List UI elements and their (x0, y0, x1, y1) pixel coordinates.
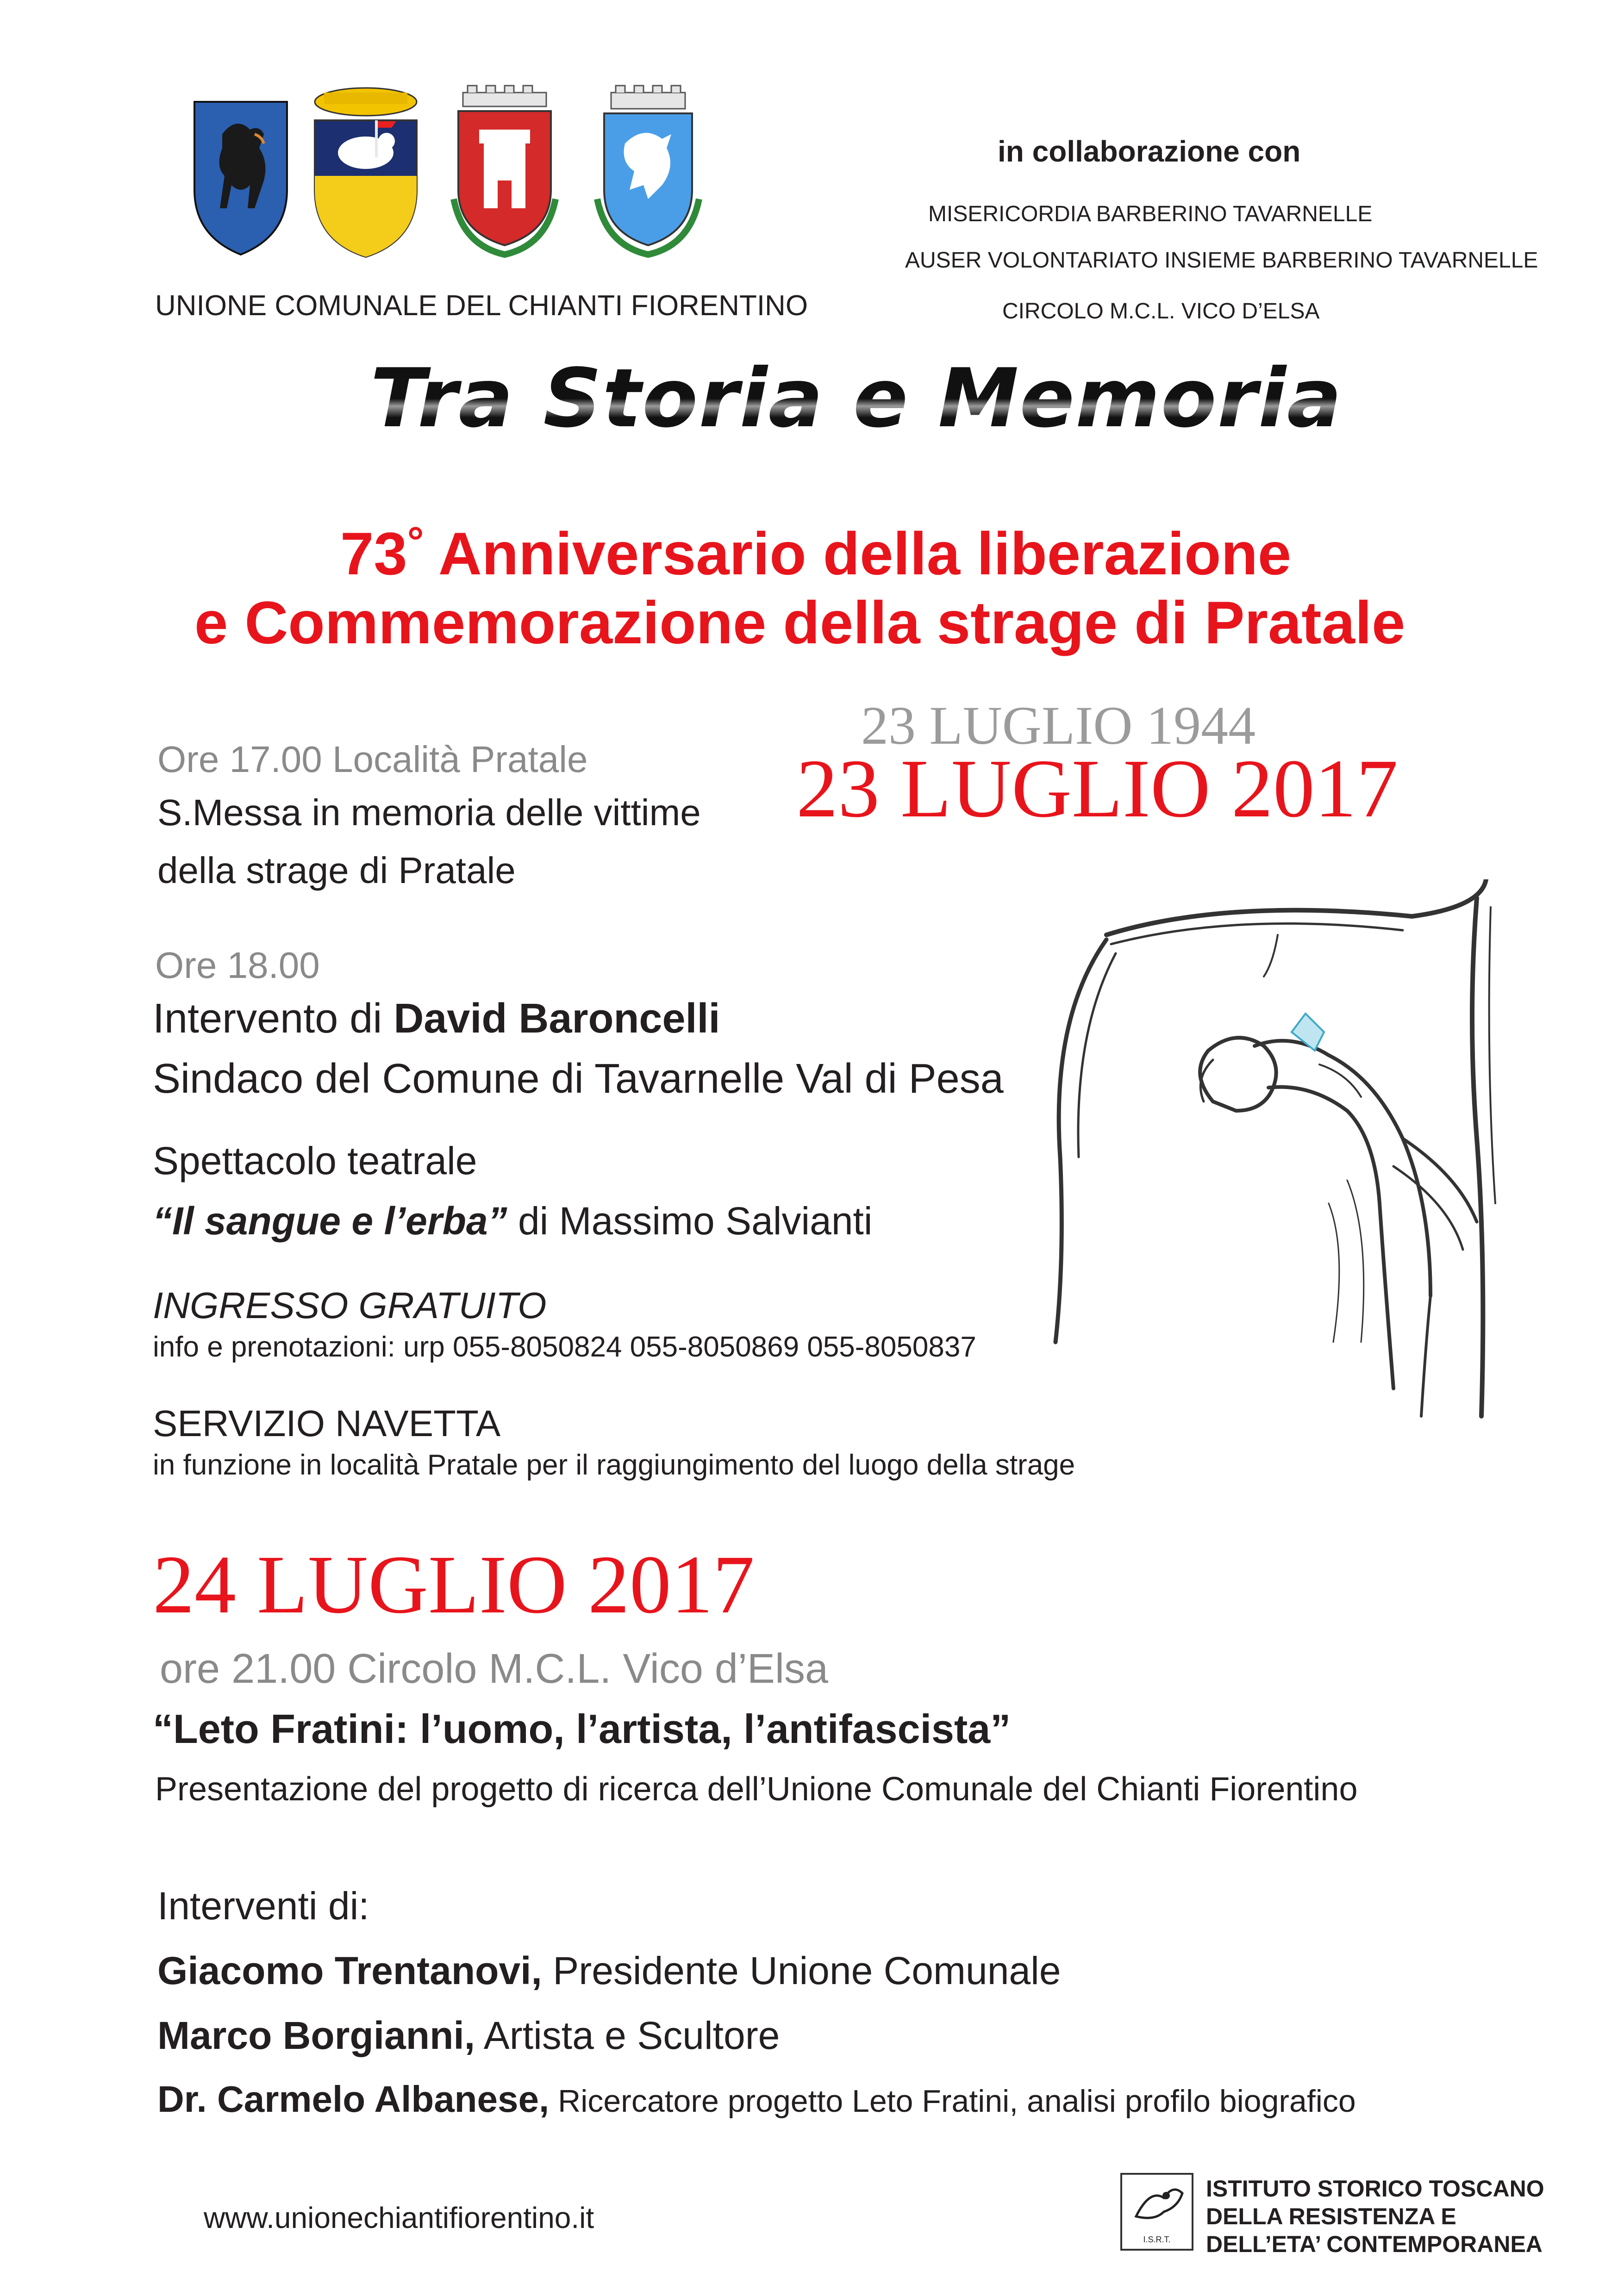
speaker-3-name: Dr. Carmelo Albanese, (157, 2078, 550, 2120)
collab-partner-3: CIRCOLO M.C.L. VICO D’ELSA (1002, 299, 1320, 324)
hanged-man-sketch (995, 879, 1514, 1421)
collab-partner-1: MISERICORDIA BARBERINO TAVARNELLE (928, 202, 1373, 226)
institute-emblem-icon (1122, 2175, 1192, 2233)
institute-line-3: DELL’ETA’ CONTEMPORANEA (1206, 2231, 1543, 2257)
speakers-heading: Interventi di: (157, 1884, 369, 1928)
subtitle-line-2: e Commemorazione della strage di Pratale (194, 589, 1405, 656)
mass-line-2: della strage di Pratale (157, 850, 516, 891)
speaker-2-name: Marco Borgianni, (157, 2014, 475, 2057)
historic-date: 23 LUGLIO 1944 (861, 695, 1256, 756)
castle-crest-icon (440, 83, 569, 259)
speaker-2-role: Artista e Scultore (475, 2014, 780, 2057)
anniversary-number: 73 (340, 520, 407, 587)
shuttle-title: SERVIZIO NAVETTA (153, 1403, 501, 1444)
talk-time: Ore 18.00 (155, 945, 320, 986)
show-line (153, 1199, 873, 1244)
institute-logo (1120, 2173, 1193, 2251)
speaker-2 (157, 2013, 780, 2058)
shuttle-info: in funzione in località Pratale per il raggiungimento del luogo della strage (153, 1449, 1075, 1481)
lion-crest-icon (190, 83, 292, 259)
entry-free: INGRESSO GRATUITO (153, 1285, 547, 1326)
day1-date: 23 LUGLIO 2017 (796, 742, 1398, 834)
mass-time: Ore 17.00 Località Pratale (157, 739, 588, 780)
speaker-3 (157, 2078, 1356, 2121)
show-author: di Massimo Salvianti (507, 1199, 873, 1243)
talk-role: Sindaco del Comune di Tavarnelle Val di Pesa (153, 1056, 1004, 1102)
institute-line-2: DELLA RESISTENZA E (1206, 2203, 1456, 2229)
degree-sign: ° (407, 519, 424, 565)
speaker-1-name: Giacomo Trentanovi, (157, 1949, 542, 1992)
page-title: Tra Storia e Memoria (370, 352, 1343, 446)
day2-event-title: “Leto Fratini: l’uomo, l’artista, l’antifascista” (153, 1706, 1011, 1752)
speaker-3-role: Ricercatore progetto Leto Fratini, analisi profilo biografico (549, 2084, 1356, 2119)
subtitle-line-1 (340, 518, 1291, 588)
show-label: Spettacolo teatrale (153, 1139, 477, 1182)
talk-intro: Intervento di (153, 996, 394, 1042)
institute-line-1: ISTITUTO STORICO TOSCANO (1206, 2176, 1544, 2202)
mass-line-1: S.Messa in memoria delle vittime (157, 792, 701, 833)
website-link[interactable]: www.unionechiantifiorentino.it (204, 2201, 594, 2234)
griffin-crest-icon (583, 83, 713, 259)
lamb-crest-icon (306, 83, 426, 259)
speaker-1-role: Presidente Unione Comunale (542, 1949, 1061, 1992)
show-title: “Il sangue e l’erba” (153, 1199, 507, 1243)
day2-time-place: ore 21.00 Circolo M.C.L. Vico d’Elsa (160, 1646, 828, 1692)
booking-info: info e prenotazioni: urp 055-8050824 055-8050869 055-8050837 (153, 1331, 976, 1363)
institute-logo-text: I.S.R.T. (1143, 2235, 1171, 2244)
talk-line (153, 995, 720, 1043)
collab-intro: in collaborazione con (998, 135, 1301, 168)
collab-partner-2: AUSER VOLONTARIATO INSIEME BARBERINO TAVARNELLE (905, 248, 1538, 273)
talk-speaker: David Baroncelli (394, 996, 720, 1042)
anniversary-text: Anniversario della liberazione (424, 520, 1292, 587)
speaker-1 (157, 1948, 1061, 1993)
union-name: UNIONE COMUNALE DEL CHIANTI FIORENTINO (155, 290, 808, 322)
day2-date: 24 LUGLIO 2017 (153, 1538, 755, 1630)
day2-event-desc: Presentazione del progetto di ricerca dell’Unione Comunale del Chianti Fiorentino (155, 1771, 1358, 1808)
